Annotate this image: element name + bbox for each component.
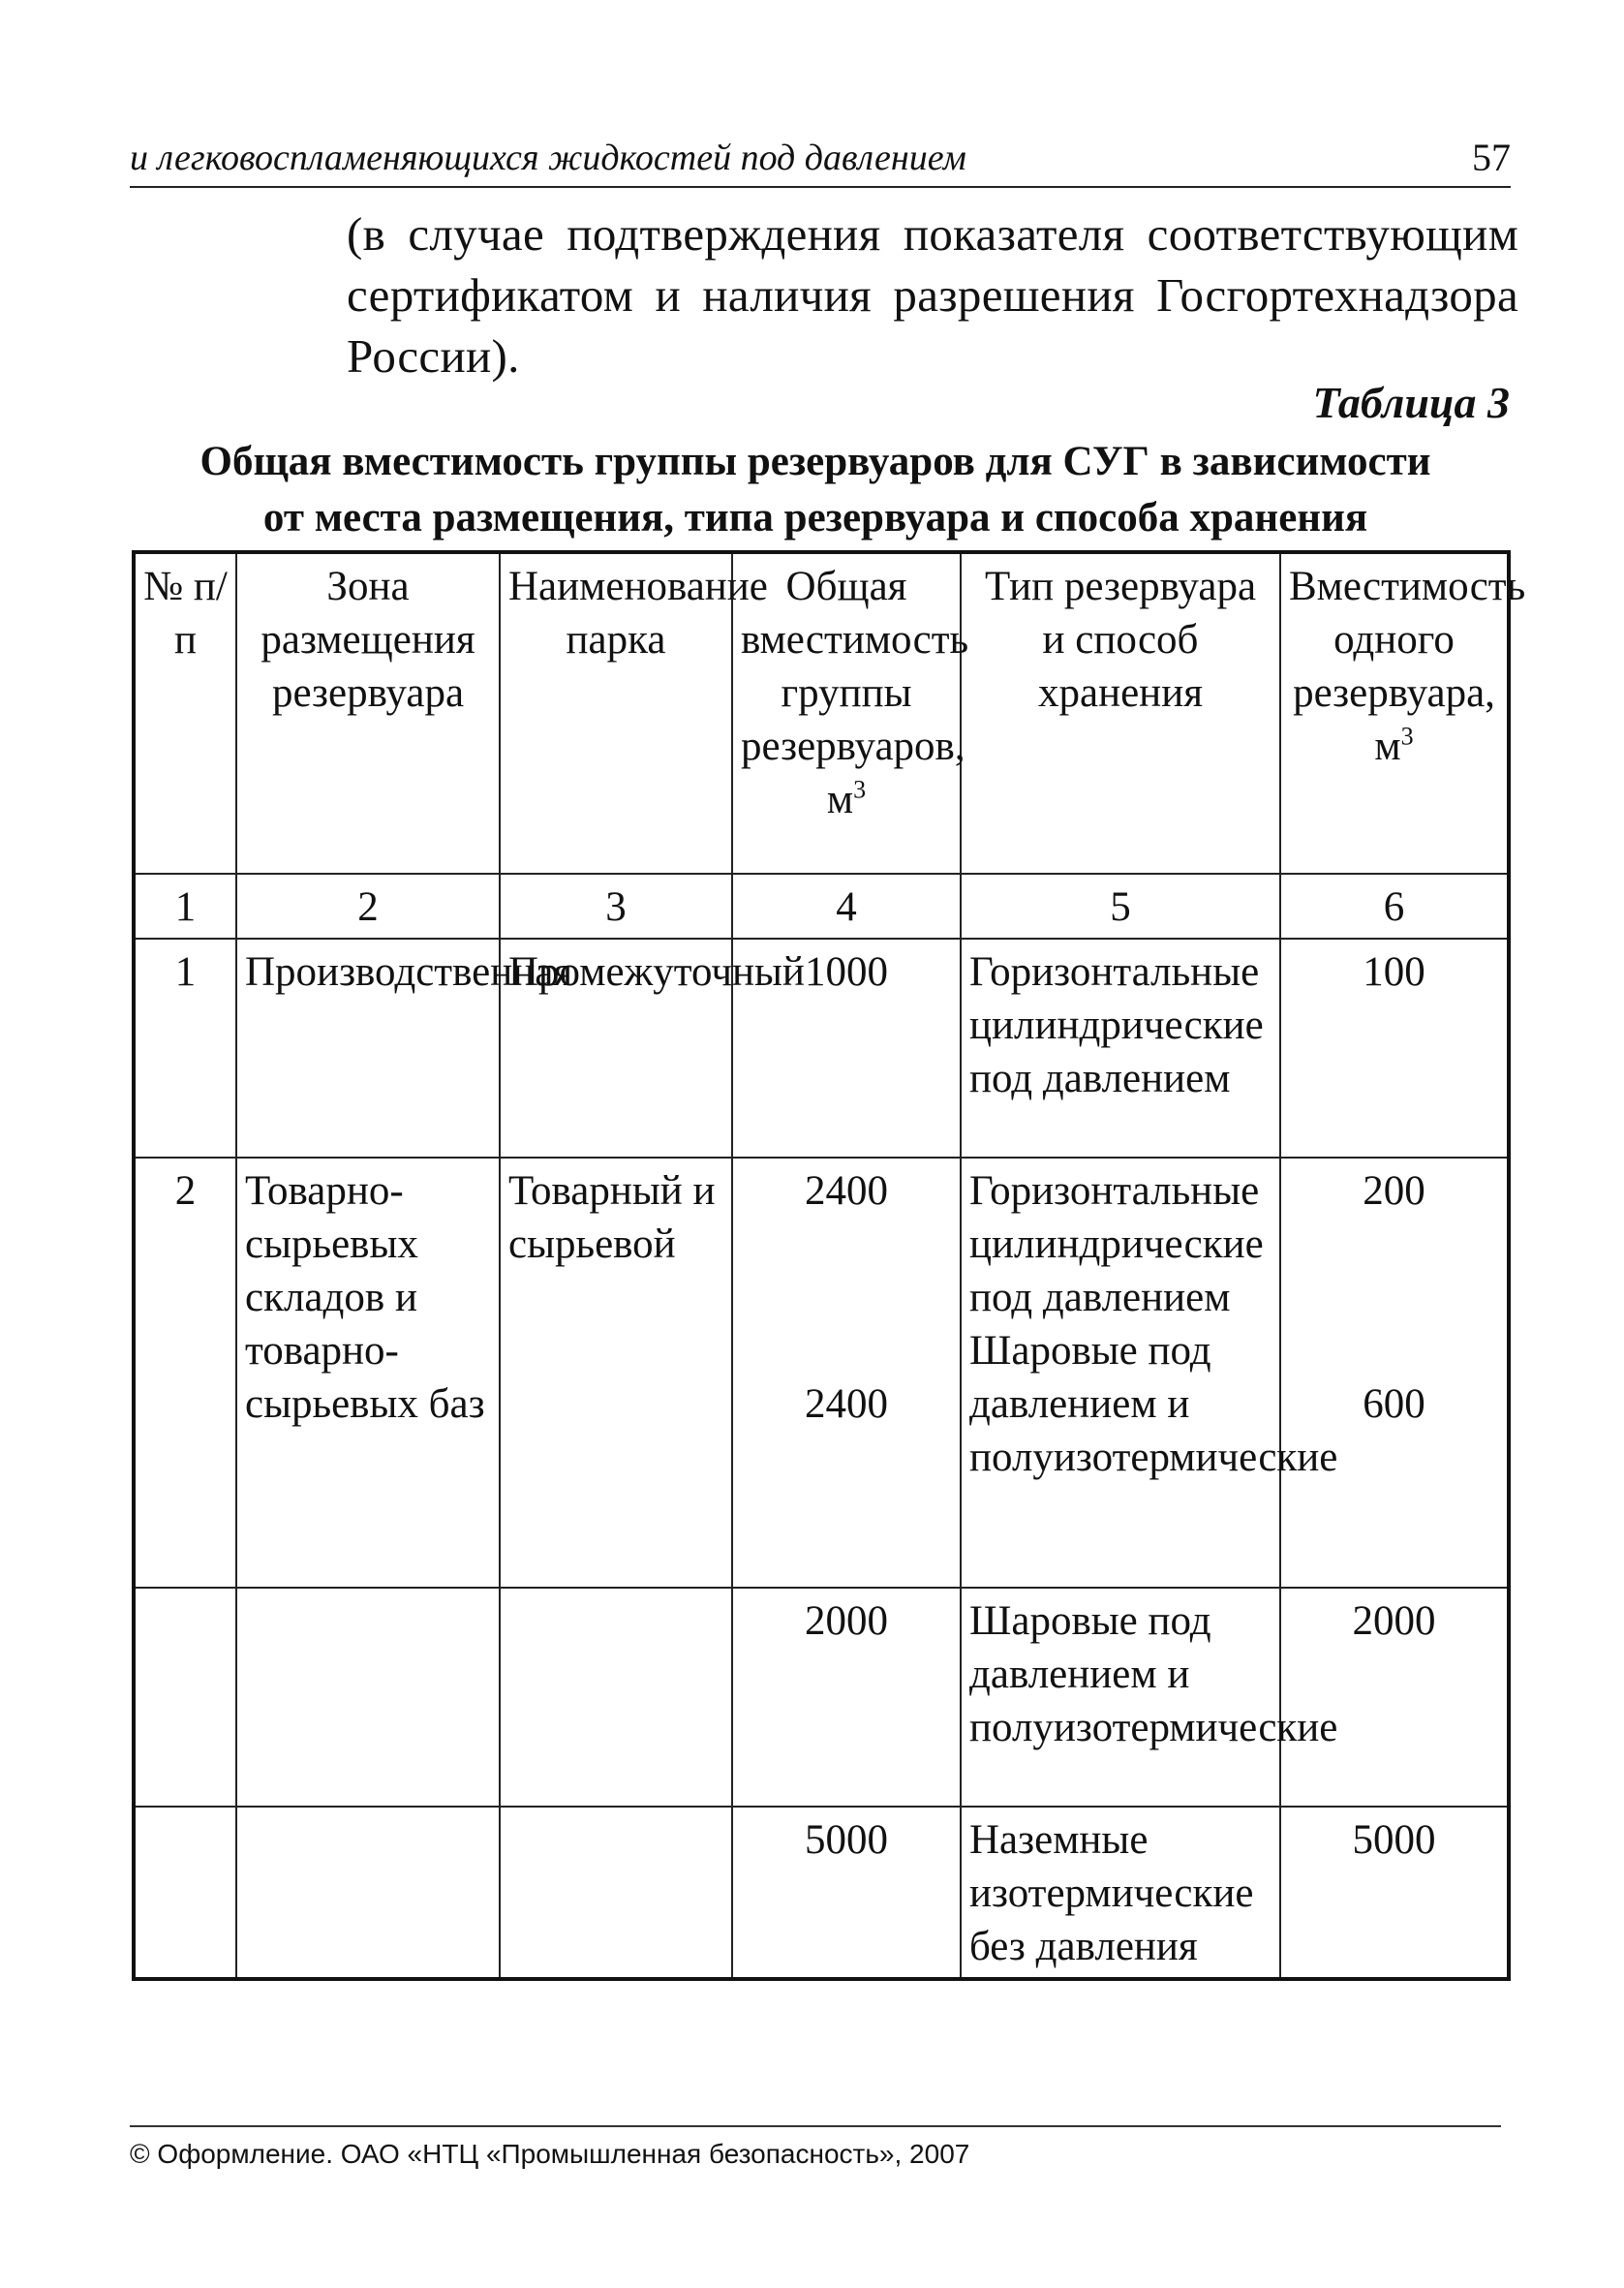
column-number-1: 1 xyxy=(134,874,236,939)
capacity-table xyxy=(132,550,1526,1981)
page-number: 57 xyxy=(1472,136,1511,179)
intro-paragraph: (в случае подтверждения показателя соответствующим сертификатом и наличия разрешения Госгортехнадзора России). xyxy=(347,207,1518,383)
header-zone xyxy=(236,552,500,874)
tank-type-value: Горизонтальные цилиндрические под давлением xyxy=(969,1168,1264,1320)
header-number xyxy=(134,552,236,874)
header-row xyxy=(134,552,1509,874)
header-number-text: № п/п xyxy=(143,564,228,663)
column-number-3: 3 xyxy=(500,874,732,939)
single-capacity-value: 600 xyxy=(1363,1381,1425,1427)
column-number-6: 6 xyxy=(1280,874,1509,939)
page-header xyxy=(130,134,1511,188)
table-row xyxy=(134,1588,1509,1807)
total-capacity-value: 2400 xyxy=(805,1381,888,1427)
total-capacity-cell: 5000 xyxy=(732,1807,961,1979)
header-park xyxy=(500,552,768,874)
header-zone-text: Зона размещения резервуара xyxy=(260,564,475,716)
zone-cell: Товарно-сырьевых складов и товарно-сырьевых баз xyxy=(236,1158,500,1588)
single-capacity-cell xyxy=(1280,1158,1509,1588)
single-capacity-cell: 5000 xyxy=(1280,1807,1509,1979)
header-single-capacity xyxy=(1280,552,1526,874)
header-total-capacity-unit-exponent: 3 xyxy=(853,775,867,804)
tank-type-cell: Горизонтальные цилиндрические под давлением xyxy=(961,939,1280,1158)
copyright-footer: © Оформление. ОАО «НТЦ «Промышленная безопасность», 2007 xyxy=(130,2139,970,2169)
single-capacity-cell: 2000 xyxy=(1280,1588,1509,1807)
running-title: и легковоспламеняющихся жидкостей под давлением xyxy=(130,138,966,178)
tank-type-cell xyxy=(961,1158,1338,1588)
table-title-line-2: от места размещения, типа резервуара и способа хранения xyxy=(262,495,1368,541)
total-capacity-cell: 2000 xyxy=(732,1588,961,1807)
footer-divider xyxy=(130,2125,1501,2127)
header-tank-type xyxy=(961,552,1280,874)
table-title xyxy=(130,434,1501,546)
tank-type-value: Шаровые под давлением и полуизотермические xyxy=(969,1328,1338,1480)
row-number xyxy=(134,1807,236,1979)
table-row xyxy=(134,939,1509,1158)
total-capacity-cell: 1000 xyxy=(732,939,961,1158)
single-capacity-cell: 100 xyxy=(1280,939,1509,1158)
row-number: 2 xyxy=(134,1158,236,1588)
header-tank-type-text: Тип резервуара и способ хранения xyxy=(984,564,1257,716)
park-cell: Товарный и сырьевой xyxy=(500,1158,732,1588)
single-capacity-value: 200 xyxy=(1363,1168,1425,1214)
zone-cell: Производственная xyxy=(236,939,500,1158)
zone-cell xyxy=(236,1807,500,1979)
park-cell xyxy=(500,1588,732,1807)
column-number-row xyxy=(134,874,1509,939)
total-capacity-cell xyxy=(732,1158,961,1588)
row-number xyxy=(134,1588,236,1807)
header-total-capacity-text: Общая вместимость группы резервуаров, м xyxy=(741,564,969,822)
header-single-capacity-text: Вместимость одного резервуара, м xyxy=(1289,564,1526,769)
table-row xyxy=(134,1807,1509,1979)
table-row xyxy=(134,1158,1509,1588)
tank-type-cell: Наземные изотермические без давления xyxy=(961,1807,1280,1979)
row-number: 1 xyxy=(134,939,236,1158)
table-title-line-1: Общая вместимость группы резервуаров для СУГ в зависимости xyxy=(199,439,1431,484)
header-park-text: Наименование парка xyxy=(508,564,768,663)
park-cell: Промежуточный xyxy=(500,939,732,1158)
header-single-capacity-unit-exponent: 3 xyxy=(1400,722,1414,751)
column-number-5: 5 xyxy=(961,874,1280,939)
zone-cell xyxy=(236,1588,500,1807)
total-capacity-value: 2400 xyxy=(805,1168,888,1214)
table-label: Таблица 3 xyxy=(1312,378,1510,427)
park-cell xyxy=(500,1807,732,1979)
tank-type-cell: Шаровые под давлением и полуизотермические xyxy=(961,1588,1280,1807)
column-number-4: 4 xyxy=(732,874,961,939)
column-number-2: 2 xyxy=(236,874,500,939)
